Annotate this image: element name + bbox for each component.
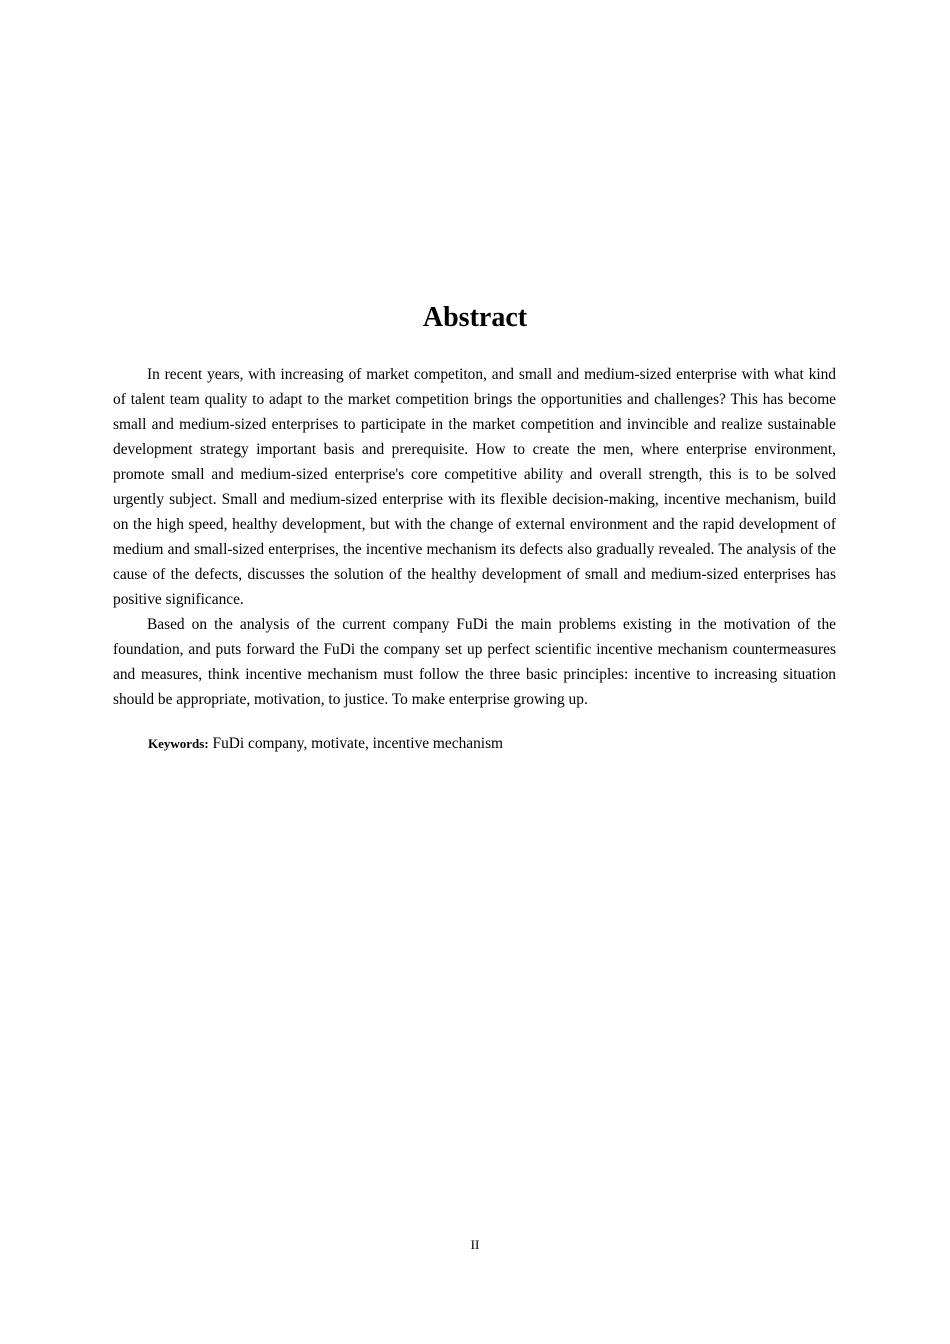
keywords-label: Keywords: [148, 736, 209, 751]
page-title: Abstract [422, 302, 528, 333]
abstract-body [113, 362, 836, 712]
keywords-line [148, 731, 836, 756]
abstract-paragraph-1: In recent years, with increasing of market competiton, and small and medium-sized enterprise with what kind of talent team quality to adapt to the market competition brings the opportunities and challenges? This has become small and medium-sized enterprises to participate in the market competition and invincible and realize sustainable development strategy important basis and prerequisite. How to create the men, where enterprise environment, promote small and medium-sized enterprise's core competitive ability and overall strength, this is to be solved urgently subject. Small and medium-sized enterprise with its flexible decision-making, incentive mechanism, build on the high speed, healthy development, but with the change of external environment and the rapid development of medium and small-sized enterprises, the incentive mechanism its defects also gradually revealed. The analysis of the cause of the defects, discusses the solution of the healthy development of small and medium-sized enterprises has positive significance. [113, 366, 836, 608]
abstract-paragraph-2: Based on the analysis of the current company FuDi the main problems existing in the motivation of the foundation, and puts forward the FuDi the company set up perfect scientific incentive mechanism countermeasures and measures, think incentive mechanism must follow the three basic principles: incentive to increasing situation should be appropriate, motivation, to justice. To make enterprise growing up. [113, 616, 836, 708]
keywords-value: FuDi company, motivate, incentive mechanism [212, 735, 504, 752]
page-number: II [470, 1237, 480, 1252]
